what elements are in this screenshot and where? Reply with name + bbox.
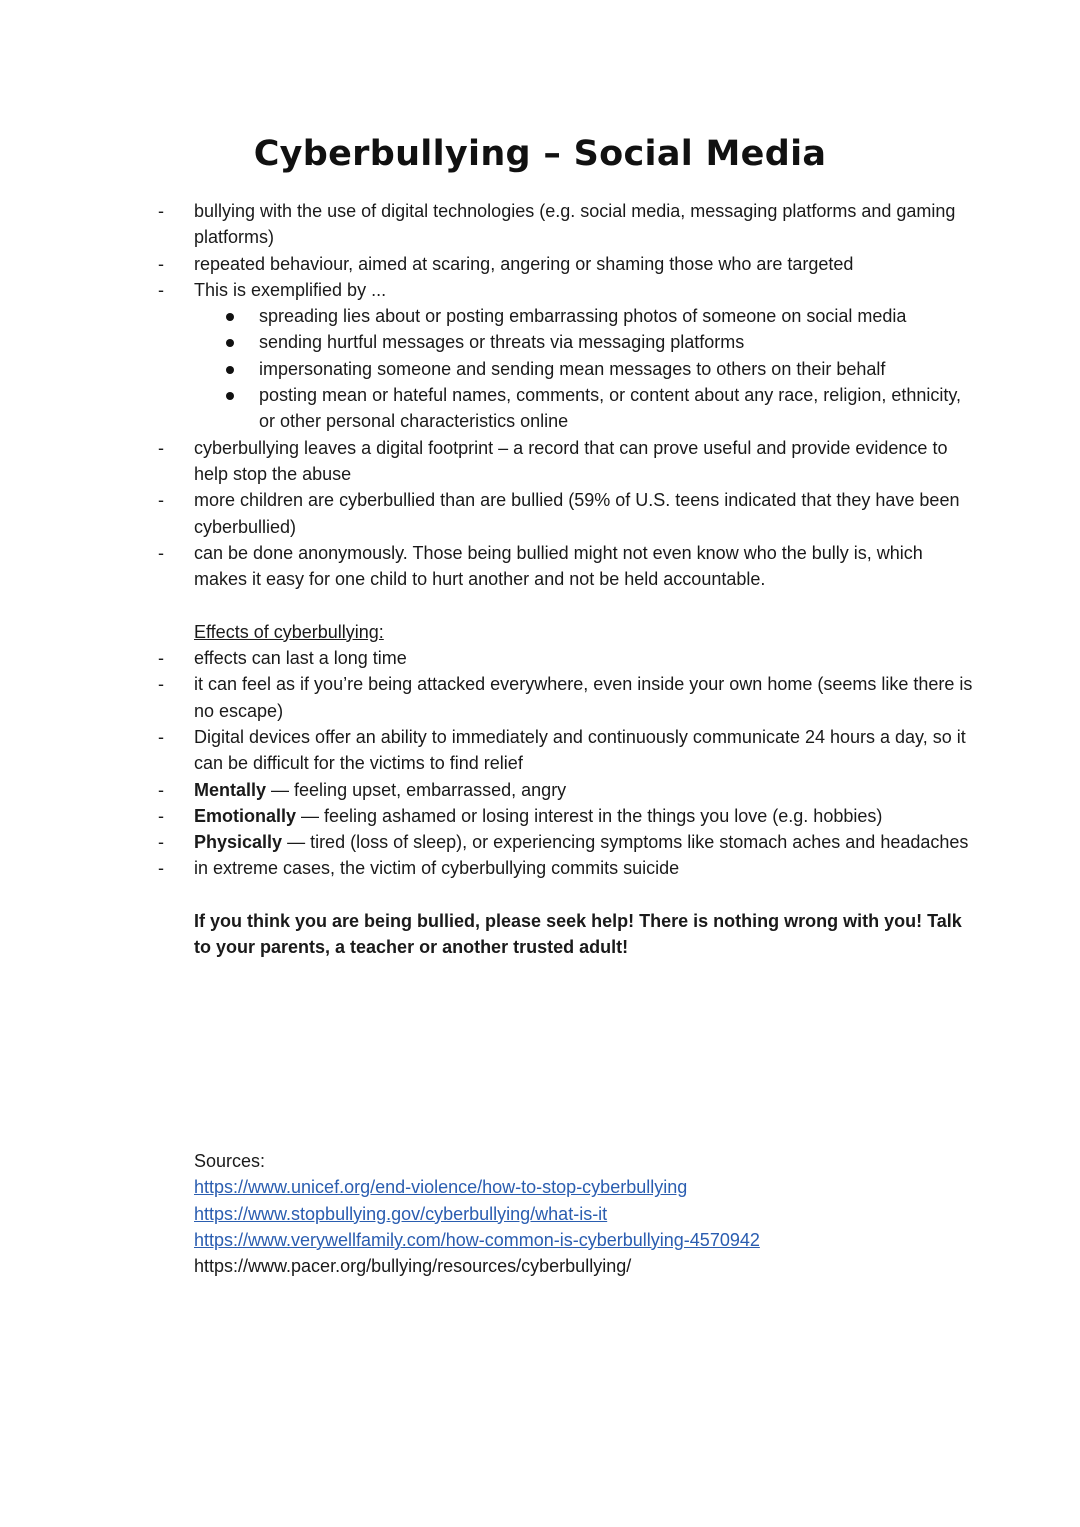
example-text: impersonating someone and sending mean messages to others on their behalf: [259, 358, 886, 379]
source-link-unicef[interactable]: https://www.unicef.org/end-violence/how-to-stop-cyberbullying: [194, 1177, 688, 1198]
list-item-text: This is exemplified by ...: [194, 279, 387, 300]
effect-text: in extreme cases, the victim of cyberbullying commits suicide: [194, 858, 680, 879]
list-item: [158, 251, 974, 277]
list-item: [158, 198, 974, 251]
dash-marker: -: [158, 832, 164, 853]
main-content: [158, 198, 974, 961]
source-link-stopbullying[interactable]: https://www.stopbullying.gov/cyberbullying/what-is-it: [194, 1203, 608, 1224]
spacer: [194, 592, 974, 618]
spacer: [194, 882, 974, 908]
list-item: [158, 540, 974, 593]
dash-marker: -: [158, 542, 164, 563]
dash-marker: -: [158, 648, 164, 669]
dash-marker: -: [158, 858, 164, 879]
list-item: [158, 435, 974, 488]
sources-section: [194, 1148, 974, 1279]
effect-text: it can feel as if you’re being attacked everywhere, even inside your own home (seems like there is no escape): [194, 674, 973, 721]
dash-marker: -: [158, 279, 164, 300]
effect-category-label: Emotionally: [194, 805, 297, 826]
dash-marker: -: [158, 805, 164, 826]
effect-item: [158, 645, 974, 671]
effect-item: [158, 671, 974, 724]
effect-category-item: [158, 777, 974, 803]
effect-category-text: — tired (loss of sleep), or experiencing symptoms like stomach aches and headaches: [282, 832, 969, 853]
list-item-text: repeated behaviour, aimed at scaring, angering or shaming those who are targeted: [194, 253, 854, 274]
bullet-icon: [226, 366, 234, 374]
dash-marker: -: [158, 674, 164, 695]
example-item: [259, 356, 974, 382]
bullet-icon: [226, 339, 234, 347]
effect-item: [158, 855, 974, 881]
effect-category-label: Physically: [194, 832, 283, 853]
dash-marker: -: [158, 253, 164, 274]
effect-category-text: — feeling upset, embarrassed, angry: [266, 779, 567, 800]
list-item: [158, 487, 974, 540]
effect-category-item: [158, 803, 974, 829]
list-item-text: can be done anonymously. Those being bullied might not even know who the bully is, which makes it easy for one child to hurt another and not be held accountable.: [194, 542, 923, 590]
example-item: [259, 382, 974, 435]
list-item: [158, 277, 974, 303]
page-title: Cyberbullying – Social Media: [253, 134, 827, 174]
example-text: sending hurtful messages or threats via messaging platforms: [259, 332, 745, 353]
list-item-text: cyberbullying leaves a digital footprint – a record that can prove useful and provide evidence to help stop the abuse: [194, 437, 948, 484]
dash-marker: -: [158, 779, 164, 800]
effects-heading: Effects of cyberbullying:: [194, 621, 384, 642]
dash-marker: -: [158, 726, 164, 747]
dash-marker: -: [158, 437, 164, 458]
dash-marker: -: [158, 201, 164, 221]
source-link-verywellfamily[interactable]: https://www.verywellfamily.com/how-common-is-cyberbullying-4570942: [194, 1229, 760, 1250]
effect-category-item: [158, 829, 974, 855]
example-text: spreading lies about or posting embarrassing photos of someone on social media: [259, 306, 907, 327]
effect-category-label: Mentally: [194, 779, 267, 800]
examples-list: [194, 303, 974, 434]
sources-label: Sources:: [194, 1151, 266, 1171]
example-item: [259, 303, 974, 329]
effect-category-text: — feeling ashamed or losing interest in the things you love (e.g. hobbies): [296, 805, 883, 826]
effect-text: effects can last a long time: [194, 648, 407, 669]
list-item-text: more children are cyberbullied than are bullied (59% of U.S. teens indicated that they have been cyberbullied): [194, 490, 960, 537]
effect-text: Digital devices offer an ability to immediately and continuously communicate 24 hours a day, so it can be difficult for the victims to find relief: [194, 726, 966, 774]
effect-item: [158, 724, 974, 777]
call-to-action: If you think you are being bullied, please seek help! There is nothing wrong with you! Talk to your parents, a teacher or another trusted adult!: [194, 911, 962, 958]
bullet-icon: [226, 313, 234, 321]
dash-marker: -: [158, 490, 164, 511]
list-item-text: bullying with the use of digital technologies (e.g. social media, messaging platforms and gaming platforms): [194, 201, 956, 248]
source-text-pacer: https://www.pacer.org/bullying/resources/cyberbullying/: [194, 1256, 632, 1277]
example-item: [259, 329, 974, 355]
example-text: posting mean or hateful names, comments, or content about any race, religion, ethnicity, or other personal characteristics online: [259, 385, 962, 432]
bullet-icon: [226, 392, 234, 400]
